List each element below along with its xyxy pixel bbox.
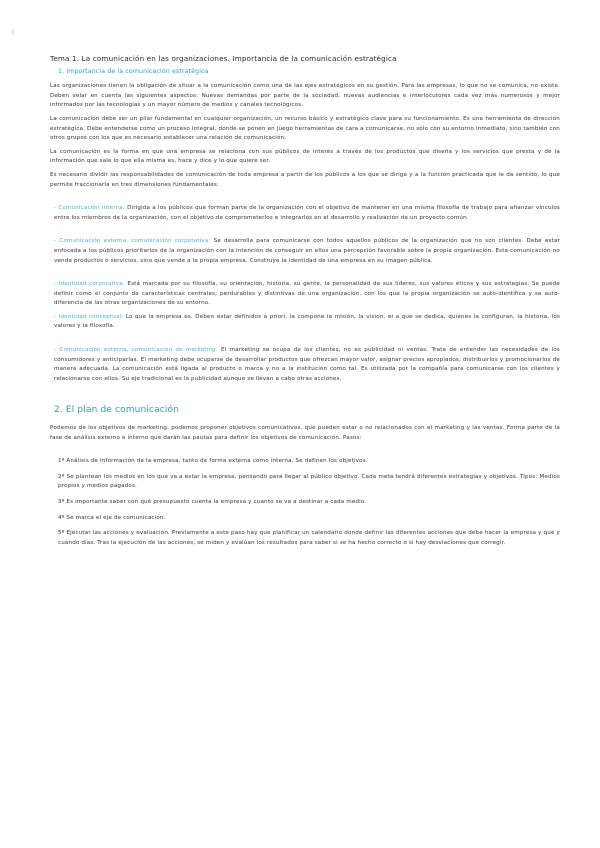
bullet-identity-text: Está marcada por su filosofía, su orientación, historia, su gente, la personalidad de sus líderes, sus valores éticos y sus estrategias. Se puede definir como el conjunto de características centrales, perdurables y distintivas de una organización, con los que la propia organización se auto-identifica y se auto-diferencia de las otras organizaciones de su entorno.: [54, 281, 560, 307]
bullet-corporate-identity: [50, 280, 560, 309]
bullet-marketing-communication: [50, 346, 560, 384]
section-2-heading: 2. El plan de comunicación: [54, 405, 180, 416]
bullet-corporate-label: - Comunicación externa, comunicación corporativa:: [54, 238, 211, 245]
bullet-conceptual-text: Lo que la empresa es. Deben estar definidos a priori, la compone la misión, la visión, el a que se dedica, quiénes la configuran, la historia, los valores y la filosofía.: [54, 313, 560, 330]
bullet-corporate-communication: [50, 237, 560, 266]
document-content: [50, 54, 560, 554]
paragraph-1: Las organizaciones tienen la obligación de situar a la comunicación como una de las ejes estratégicos en su gestión. Para las empresas, lo que no se comunica, no existe. Deben velar en cuenta las siguientes aspectos: Nuevas demandas por parte de la sociedad, nuevas audiencias e interlocutores cada vez más numerosos y mejor informados por las tecnologías y un mayor número de medios y canales tecnológicos.: [50, 83, 560, 109]
step-1: 1º Análisis de información de la empresa, tanto de forma externa como interna. Se definen los objetivos.: [58, 458, 368, 465]
page-corner-mark-icon: ❜: [10, 27, 16, 48]
step-5: 5º Ejecutar las acciones y evaluación. Previamente a este paso hay que planificar un calendario donde definir las diferentes acciones que debe hacer la empresa y qué y cuándo días. Tras la ejecución de las acciones, se miden y evalúan los resultados para saber si se ha hecho correcto o si hay desviaciones que corregir.: [58, 530, 560, 546]
bullet-marketing-label: - Comunicación externa, comunicación de marketing:: [54, 347, 218, 354]
document-title: Tema 1. La comunicación en las organizaciones. Importancia de la comunicación estratégica: [50, 54, 397, 63]
bullet-marketing-text: El marketing se ocupa de los clientes, no es publicidad ni ventas. Trata de entender las necesidades de los consumidores y anticiparlas. El marketing debe ocuparse de desarrollar productos que ofrezcan mayor valor, asignar precios apropiados, distribuirlos y promocionarlos de manera adecuada. La comunicación está ligada al producto o marca y no a la institución como tal. Es utilizada por la compañía para comunicarse con los clientes y relacionarse con ellos. Su eje tradicional es la publicidad aunque se llevan a cabo otras acciones.: [54, 347, 560, 382]
paragraph-5: Podemos de los objetivos de marketing, podemos proponer objetivos comunicativos, que pueden estar o no relacionados con el marketing y las ventas. Forma parte de la fase de análisis externo e interno que darán las pautas para definir los objetivos de comunicación. Pasos:: [50, 425, 560, 441]
bullet-identity-label: - Identidad corporativa:: [54, 281, 125, 288]
bullet-conceptual-identity: [50, 313, 560, 332]
bullet-corporate-text: Se desarrolla para comunicarse con todos aquellos públicos de la organización que no son clientes. Debe estar enfocada a los públicos prioritarios de la organización con la intención de conseguir en ellos una percepción favorable sobre la propia organización. Esta comunicación no vende productos o servicios, sino que vende a la propia empresa. Construye la identidad de una empresa en su imagen pública.: [54, 238, 560, 264]
paragraph-2: La comunicación debe ser un pilar fundamental en cualquier organización, un recurso básico y estratégico clave para su funcionamiento. Es una herramienta de dirección estratégica. Debe entenderse como un proceso integral, donde se ponen en juego herramientas de cara a comunicarse, no solo con su entorno inmediato, sino también con otros grupos con los que es necesario establecer una relación de comunicación.: [50, 115, 560, 142]
paragraph-3: La comunicación es la forma en que una empresa se relaciona con sus públicos de interés a través de los productos que diseña y los servicios que presta y de la información que sale lo que ella misma es, hace y dice y lo que quiere ser.: [50, 148, 560, 165]
bullet-conceptual-label: - Identidad conceptual:: [54, 313, 124, 320]
section-1-heading: 1. Importancia de la comunicación estratégica: [58, 67, 209, 75]
step-3: 3º Es importante saber con qué presupuesto cuenta la empresa y cuanto se va a destinar a cada medio.: [58, 499, 367, 505]
step-4: 4º Se marca el eje de comunicación.: [58, 514, 166, 521]
paragraph-4: Es necesario dividir las responsabilidades de comunicación de toda empresa a partir de los públicos a los que se dirige y a la función practicada que le da sentido, lo que permite fraccionarla en tres dimensiones fundamentales:: [50, 171, 560, 188]
bullet-internal-communication: [50, 204, 560, 223]
step-2: 2º Se plantean los medios en los que va a estar la empresa, pensando para llegar al público objetivo. Cada meta tendrá diferentes estrategias y objetivos. Tipos: Medios propios y medios pagados.: [58, 473, 560, 490]
bullet-internal-label: - Comunicación interna:: [54, 205, 125, 212]
bullet-internal-text: Dirigida a los públicos que forman parte de la organización con el objetivo de mantener en una misma filosofía de trabajo para afianzar vínculos entre los miembros de la organización, con el objetivo de comprometerlos e integrarlos en el desarrollo y realización de un proyecto común.: [54, 205, 560, 221]
